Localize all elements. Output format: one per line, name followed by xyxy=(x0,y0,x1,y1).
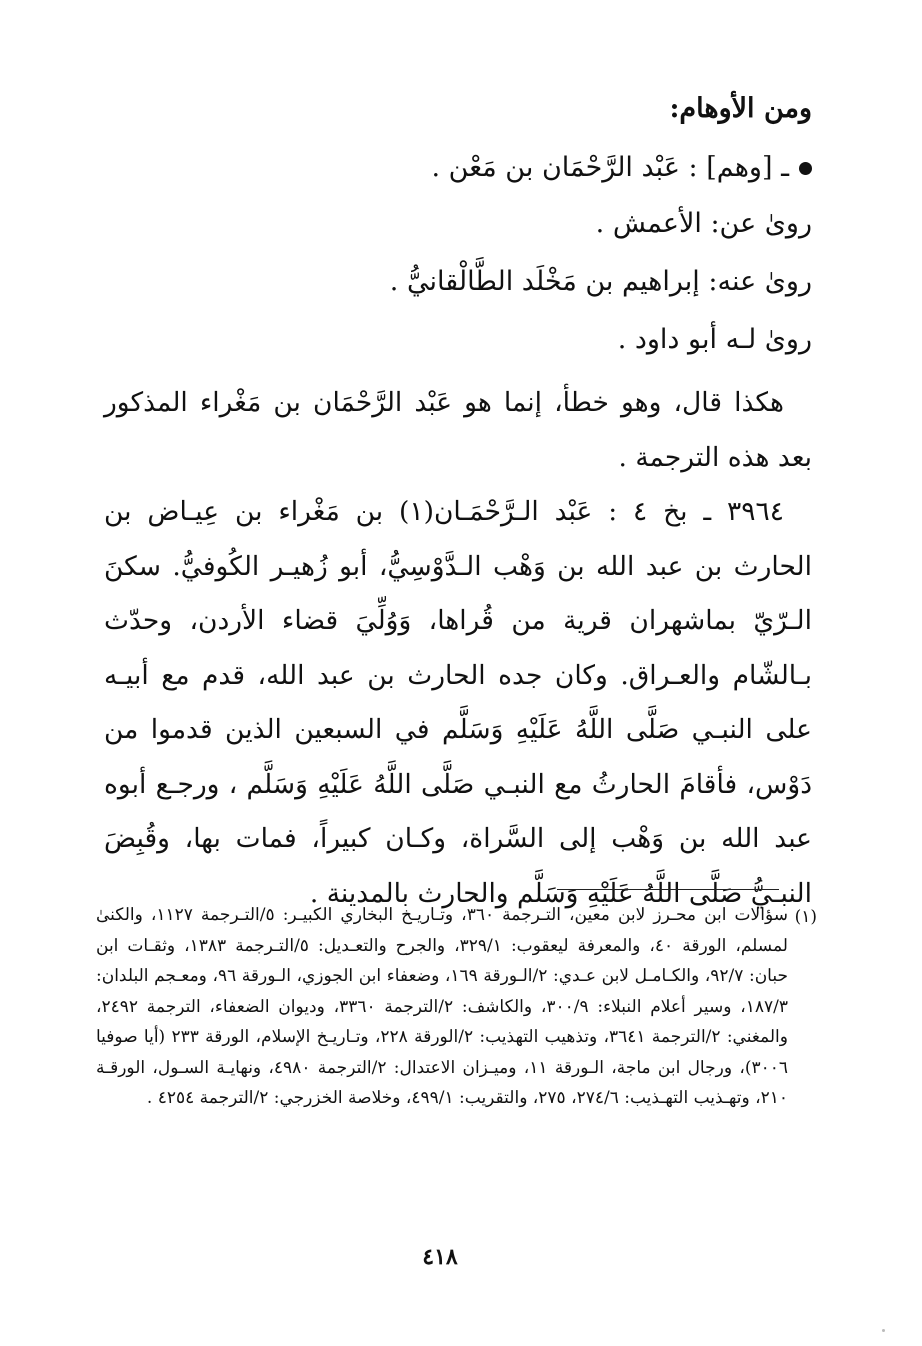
footnote-text: سؤالات ابن محـرز لابن معين، التـرجمة ٣٦٠، وتـاريـخ البخاري الكبيـر: ٥/التـرجمة ١١٢٧، والكنىٰ لمسلم، الورقة ٤٠، والمعرفة ليعقوب: ٣٢٩/١، والجرح والتعـديل: ٥/التـرجمة ١٣٨٣، وثقـات ابن حبان: ٩٢/٧، والكـامـل لابن عـدي: ٢/الـورقة ١٦٩، وضعفاء ابن الجوزي، الـورقة ٩٦، ومعـجم البلدان: ١٨٧/٣، وسير أعلام النبلاء: ٣٠٠/٩، والكاشف: ٢/الترجمة ٣٣٦٠، وديوان الضعفاء، الترجمة ٢٤٩٢، والمغني: ٢/الترجمة ٣٦٤١، وتذهيب التهذيب: ٢/الورقة ٢٢٨، وتـاريـخ الإسلام، الورقة ٢٣٣ (أيا صوفيا ٣٠٠٦)، ورجال ابن ماجة، الـورقة ١١، وميـزان الاعتدال: ٢/الترجمة ٤٩٨٠، ونهايـة السـول، الورقـة ٢١٠، وتهـذيب التهـذيب: ٢٧٤/٦، ٢٧٥، والتقريب: ٤٩٩/١، وخلاصة الخزرجي: ٢/الترجمة ٤٢٥٤ . xyxy=(96,905,789,1108)
page-number: ٤١٨ xyxy=(422,1244,458,1270)
illusions-heading: ومن الأوهام: xyxy=(669,93,812,124)
narrated-by-line: روىٰ عنه: إبراهيم بن مَخْلَد الطَّالْقانيُّ . xyxy=(389,266,812,297)
narrated-to-line: روىٰ لـه أبو داود . xyxy=(617,324,812,355)
footnote-number: (١) xyxy=(794,907,817,927)
narrated-from-line: روىٰ عن: الأعمش . xyxy=(595,208,812,239)
entry-paragraph: ٣٩٦٤ ـ بخ ٤ : عَبْد الـرَّحْمَـان(١) بن مَغْراء بن عِيـاض بن الحارث بن عبد الله بن وَهْب الـدَّوْسِيُّ، أبو زُهيـر الكُوفيُّ. سكنَ الـرّيّ بماشهران قرية من قُراها، وَوُلِّيَ قضاء الأردن، وحدّث بـالشّام والعـراق. وكان جده الحارث بن عبد الله، قدم مع أبيـه على النبـي صَلَّى اللَّهُ عَلَيْهِ وَسَلَّم في السبعين الذين قدموا من دَوْس، فأقامَ الحارثُ مع النبـي صَلَّى اللَّهُ عَلَيْهِ وَسَلَّم ، ورجـع أبوه عبد الله بن وَهْب إلى السَّراة، وكـان كبيراً، فمات بها، وقُبِضَ النبـيُّ صَلَّى اللَّهُ عَلَيْهِ وَسَلَّم والحارث بالمدينة . xyxy=(104,496,812,909)
bullet-icon xyxy=(799,162,812,175)
illusion-entry-text: ـ [وهم] : عَبْد الرَّحْمَان بن مَعْن . xyxy=(431,152,789,183)
scan-speck xyxy=(882,1329,885,1332)
footnote-separator xyxy=(557,889,779,890)
correction-paragraph: هكذا قال، وهو خطأ، إنما هو عَبْد الرَّحْمَان بن مَغْراء المذكور بعد هذه الترجمة . xyxy=(104,387,812,473)
illusion-entry-line xyxy=(432,150,813,186)
